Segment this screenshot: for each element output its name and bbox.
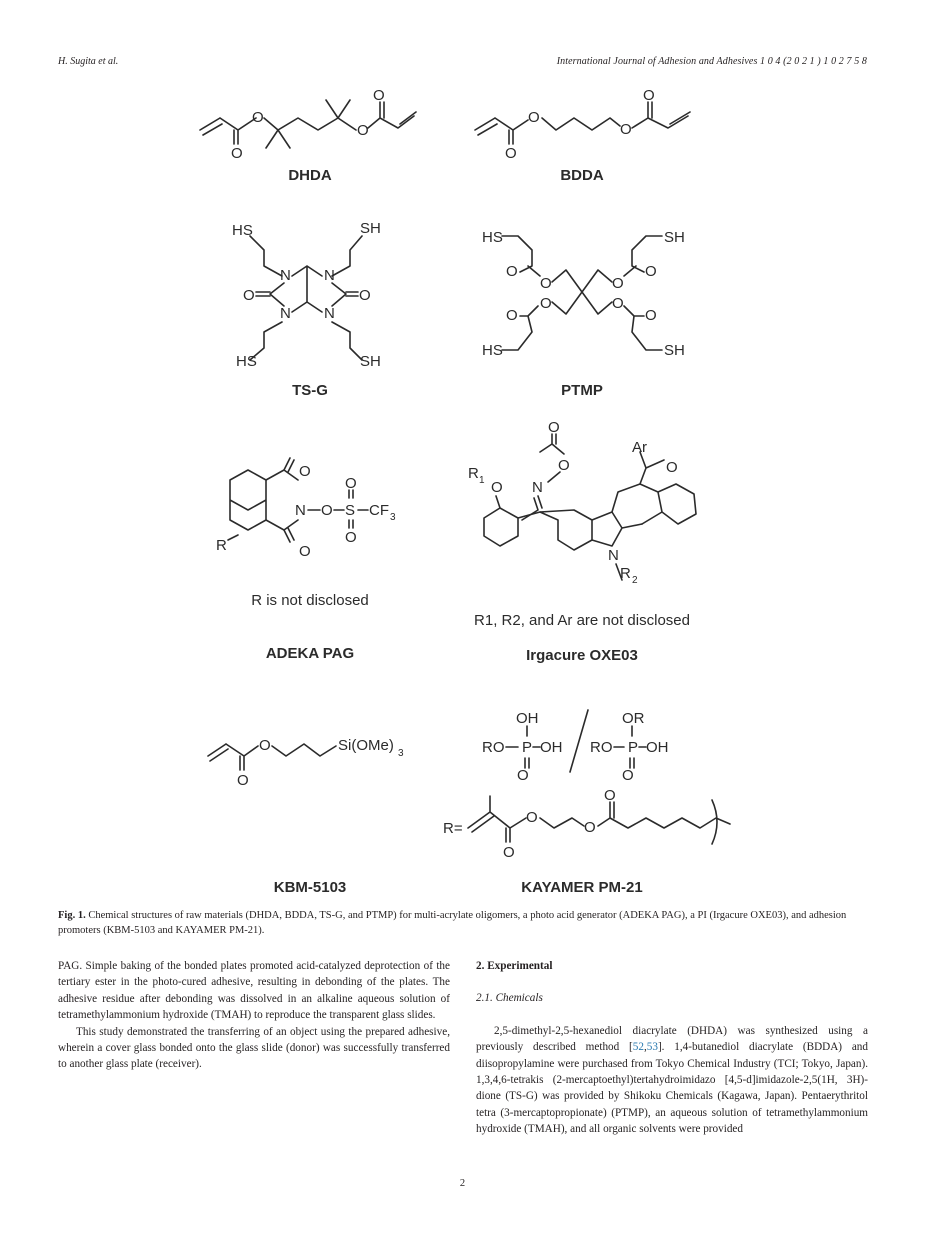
atom: O xyxy=(237,772,249,789)
atom: OH xyxy=(516,710,539,727)
citation-separator: , xyxy=(643,1041,647,1054)
structure-kbm-5103 xyxy=(208,737,404,896)
atom: O xyxy=(357,122,369,139)
atom: O xyxy=(345,529,357,546)
atom: SH xyxy=(664,342,685,359)
atom: HS xyxy=(482,342,503,359)
atom: O xyxy=(584,819,596,836)
atom: O xyxy=(643,87,655,104)
caption-text: Chemical structures of raw materials (DHDA, BDDA, TS-G, and PTMP) for multi-acrylate oligomers, a photo acid generator (ADEKA PAG), a PI (Irgacure OXE03), and adhesion promoters (KBM-5103 and KAYAMER PM-21). xyxy=(58,910,847,936)
atom: R= xyxy=(443,820,463,837)
atom: R xyxy=(620,565,631,582)
atom: Ar xyxy=(632,439,647,456)
left-column xyxy=(58,958,450,1073)
atom: 2 xyxy=(632,575,638,586)
atom: 3 xyxy=(398,748,404,759)
atom: HS xyxy=(236,353,257,370)
paragraph xyxy=(476,1023,868,1138)
atom: 3 xyxy=(390,512,396,523)
atom: SH xyxy=(360,353,381,370)
atom: O xyxy=(231,145,243,162)
atom: OH xyxy=(540,739,563,756)
atom: O xyxy=(540,275,552,292)
paragraph-text: ]. 1,4-butanediol diacrylate (BDDA) and diisopropylamine were purchased from Tokyo Chemical Industry (TCI; Tokyo, Japan). 1,3,4,6-tetrakis (2-mercaptoethyl)tertahydroimidazo [4,5-d]imidazole-2,5(1H, 3H)-dione (TS-G) was provided by Shikoku Chemicals (Kagawa, Japan). Pentaerythritol tetra (3-mercaptopropionate) (PTMP), an aqueous solution of tetramethylammonium hydroxide (TMAH), and all organic solvents were provided xyxy=(476,1041,868,1136)
atom: R xyxy=(216,537,227,554)
atom: O xyxy=(503,844,515,861)
section-heading: 2. Experimental xyxy=(476,960,553,972)
running-header-journal: International Journal of Adhesion and Adhesives 1 0 4 (2 0 2 1 ) 1 0 2 7 5 8 xyxy=(556,56,867,67)
figure-caption xyxy=(58,908,868,938)
note-adeka: R is not disclosed xyxy=(251,592,369,609)
label-adeka-pag: ADEKA PAG xyxy=(265,645,355,662)
atom: O xyxy=(505,145,517,162)
atom: O xyxy=(299,543,311,560)
atom: O xyxy=(604,787,616,804)
label-bdda: BDDA xyxy=(560,167,604,184)
atom: HS xyxy=(232,222,253,239)
atom: Si(OMe) xyxy=(338,737,394,754)
atom: O xyxy=(345,475,357,492)
paragraph: PAG. Simple baking of the bonded plates promoted acid-catalyzed deprotection of the tertiary ester in the photo-cured adhesive, resulting in debonding of the plates. The adhesive residue after debonding was dissolved in an alkaline aqueous solution of tetramethylammonium hydroxide (TMAH) to reproduce the transparent glass slides. xyxy=(58,960,450,1022)
structure-ts-g xyxy=(232,220,381,399)
label-dhda: DHDA xyxy=(288,167,332,184)
atom: RO xyxy=(482,739,505,756)
atom: O xyxy=(491,479,503,496)
atom: N xyxy=(608,547,619,564)
atom: HS xyxy=(482,229,503,246)
structure-bdda xyxy=(475,87,690,184)
right-column xyxy=(476,958,868,1138)
atom: R xyxy=(468,465,479,482)
atom: RO xyxy=(590,739,613,756)
atom: O xyxy=(506,307,518,324)
atom: O xyxy=(252,109,264,126)
atom: O xyxy=(620,121,632,138)
structure-dhda xyxy=(200,87,416,184)
label-kayamer-pm-21: KAYAMER PM-21 xyxy=(521,879,643,896)
page-number: 2 xyxy=(459,1178,466,1189)
atom: 1 xyxy=(479,475,485,486)
citation-link-53[interactable]: 53 xyxy=(646,1041,658,1054)
atom: O xyxy=(622,767,634,784)
atom: O xyxy=(558,457,570,474)
atom: O xyxy=(526,809,538,826)
structures-svg xyxy=(0,80,925,905)
running-header-authors: H. Sugita et al. xyxy=(58,56,119,67)
atom: N xyxy=(324,267,335,284)
label-ts-g: TS-G xyxy=(292,382,328,399)
atom: P xyxy=(628,739,639,756)
atom: SH xyxy=(360,220,381,237)
atom: O xyxy=(299,463,311,480)
atom: CF xyxy=(369,502,389,519)
caption-label: Fig. 1. xyxy=(58,910,86,921)
atom: SH xyxy=(664,229,685,246)
note-irgacure: R1, R2, and Ar are not disclosed xyxy=(474,612,690,629)
atom: O xyxy=(666,459,678,476)
atom: O xyxy=(517,767,529,784)
structure-adeka-pag xyxy=(216,458,396,662)
structure-irgacure-oxe03 xyxy=(468,419,696,664)
atom: O xyxy=(259,737,271,754)
atom: O xyxy=(645,307,657,324)
atom: OH xyxy=(646,739,669,756)
atom: N xyxy=(324,305,335,322)
paragraph: This study demonstrated the transferring of an object using the prepared adhesive, wherein a cover glass bonded onto the glass slide (donor) was successfully transferred to another glass plate (receiver). xyxy=(58,1025,450,1071)
atom: N xyxy=(532,479,543,496)
label-kbm-5103: KBM-5103 xyxy=(273,879,347,896)
citation-link-52[interactable]: 52 xyxy=(632,1041,644,1054)
subsection-heading: 2.1. Chemicals xyxy=(476,992,543,1005)
atom: O xyxy=(548,419,560,436)
atom: O xyxy=(321,502,333,519)
atom: O xyxy=(528,109,540,126)
atom: O xyxy=(540,295,552,312)
label-ptmp: PTMP xyxy=(561,382,603,399)
atom: OR xyxy=(622,710,645,727)
paragraph-text: 2,5-dimethyl-2,5-hexanediol diacrylate (DHDA) was synthesized using a previously described method [ xyxy=(476,1024,868,1054)
atom: O xyxy=(645,263,657,280)
atom: N xyxy=(280,305,291,322)
atom: S xyxy=(345,502,356,519)
label-irgacure: Irgacure OXE03 xyxy=(526,647,638,664)
structure-kayamer-pm-21 xyxy=(443,710,730,896)
atom: P xyxy=(522,739,533,756)
structure-ptmp xyxy=(482,229,685,399)
figure-1-chemical-structures xyxy=(0,80,925,905)
atom: O xyxy=(359,287,371,304)
atom: O xyxy=(612,275,624,292)
atom: N xyxy=(295,502,306,519)
atom: O xyxy=(612,295,624,312)
atom: N xyxy=(280,267,291,284)
atom: O xyxy=(373,87,385,104)
atom: O xyxy=(506,263,518,280)
atom: O xyxy=(243,287,255,304)
